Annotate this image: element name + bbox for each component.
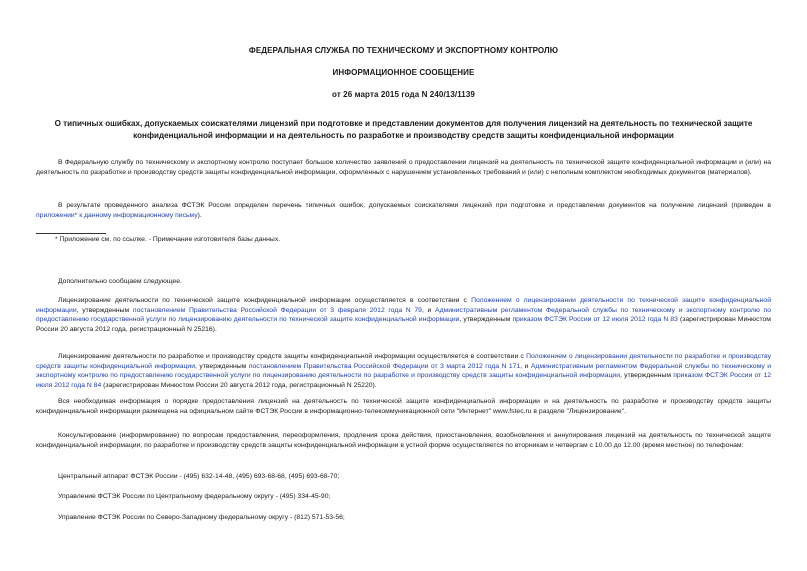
document-title: О типичных ошибках, допускаемых соискателями лицензий при подготовке и представлении документов для получения лицензий на деятельность по технической защите конфиденциальной информации и на деятельность по разработке и производству средств защиты конфиденциальной информации: [54, 119, 753, 140]
appendix-link[interactable]: приложении* к данному информационному письму: [36, 211, 198, 219]
paragraph-4-text-e: (зарегистрирован Минюстом России 20 августа 2012 года, регистрационный N 25216).: [36, 316, 771, 333]
contact-northwest-district: Управление ФСТЭК России по Северо-Западному федеральному округу - (812) 571-53-56;: [58, 514, 345, 521]
government-decree-79-link[interactable]: постановлением Правительства Российской Федерации от 3 февраля 2012 года N 79: [132, 306, 422, 314]
order-84-link[interactable]: приказом ФСТЭК России от 12 июля 2012 года N 84: [36, 372, 772, 389]
date-number-heading: от 26 марта 2015 года N 240/13/1139: [332, 90, 475, 99]
paragraph-4: [36, 296, 771, 334]
paragraph-1: В Федеральную службу по техническому и экспортному контролю поступает большое количество заявлений о предоставлении лицензий на деятельность по технической защите конфиденциальной информации и (или) на деятельность по разработке и производству средств защиты конфиденциальной информации, оформленных с нарушением установленных требований и (или) с неполным комплектом необходимых документов (материалов).: [36, 159, 771, 176]
paragraph-5-text-d: , утвержденным: [620, 372, 674, 380]
paragraph-5: [36, 352, 771, 390]
paragraph-5-text-b: , утвержденным: [195, 362, 249, 370]
paragraph-5-text-c: , и: [520, 362, 531, 370]
contact-central-office: Центральный аппарат ФСТЭК России - (495) 632-14-48, (495) 693-68-68, (495) 693-68-70;: [58, 473, 340, 480]
agency-heading: ФЕДЕРАЛЬНАЯ СЛУЖБА ПО ТЕХНИЧЕСКОМУ И ЭКСПОРТНОМУ КОНТРОЛЮ: [248, 46, 559, 55]
order-83-link[interactable]: приказом ФСТЭК России от 12 июля 2012 года N 83: [512, 316, 678, 324]
footnote: * Приложение см. по ссылке. - Примечание изготовителя базы данных.: [55, 236, 281, 243]
regulation-79-position-link[interactable]: Положением о лицензировании деятельности по технической защите конфиденциальной информации: [36, 297, 771, 314]
paragraph-5-text-a: Лицензирование деятельности по разработке и производству средств защиты конфиденциальной информации осуществляется в соответствии с: [58, 353, 527, 360]
paragraph-2: [36, 201, 771, 220]
paragraph-2-text-a: В результате проведенного анализа ФСТЭК России определен перечень типичных ошибок, допускаемых соискателями лицензий при подготовке и представлении документов на получение лицензий (приведен в: [58, 202, 771, 209]
paragraph-4-text-c: , и: [421, 306, 436, 314]
paragraph-6: Вся необходимая информация о порядке предоставления лицензий на деятельность по технической защите конфиденциальной информации и на деятельность по разработке и производству средств защиты конфиденциальной информации размещена на официальном сайте ФСТЭК России в информационно-телекоммуникационной сети "Интернет" www.fstec.ru в разделе "Лицензирование".: [36, 398, 771, 415]
paragraph-7: Консультирование (информирование) по вопросам предоставления, переоформления, продления срока действия, приостановления, возобновления и аннулирования лицензий на деятельность по технической защите конфиденциальной информации, по разработке и производству средств защиты конфиденциальной информации в устной форме осуществляется по вторникам и четвергам с 10.00 до 12.00 (время местное) по телефонам:: [36, 432, 771, 449]
paragraph-4-text-d: , утвержденным: [459, 316, 513, 324]
admin-regulation-83-link[interactable]: Административным регламентом Федеральной службы по техническому и экспортному контролю по предоставлению государственной услуги по лицензированию деятельности по технической защите конфиденциальной информации: [36, 306, 771, 324]
doc-type-heading: ИНФОРМАЦИОННОЕ СООБЩЕНИЕ: [332, 68, 475, 77]
paragraph-2-text-b: ).: [197, 211, 202, 219]
admin-regulation-84-link[interactable]: Административным регламентом Федеральной службы по техническому и экспортному контролю по предоставлению государственной услуги по лицензированию деятельности по разработке и производству средств защиты конфиденциальной информации: [36, 362, 771, 380]
contact-central-district: Управление ФСТЭК России по Центральному федеральному округу - (495) 334-45-90;: [58, 493, 331, 500]
regulation-171-position-link[interactable]: Положением о лицензировании деятельности по разработке и производству средств защиты конфиденциальной информации: [36, 353, 771, 370]
paragraph-4-text-b: , утвержденным: [76, 306, 133, 314]
footnote-divider: [36, 233, 106, 234]
paragraph-4-text-a: Лицензирование деятельности по технической защите конфиденциальной информации осуществляется в соответствии с: [58, 297, 472, 304]
paragraph-3: Дополнительно сообщаем следующее.: [58, 278, 182, 285]
paragraph-5-text-e: (зарегистрирован Минюстом России 20 августа 2012 года, регистрационный N 25220).: [101, 381, 377, 389]
government-decree-171-link[interactable]: постановлением Правительства Российской Федерации от 3 марта 2012 года N 171: [248, 362, 521, 370]
